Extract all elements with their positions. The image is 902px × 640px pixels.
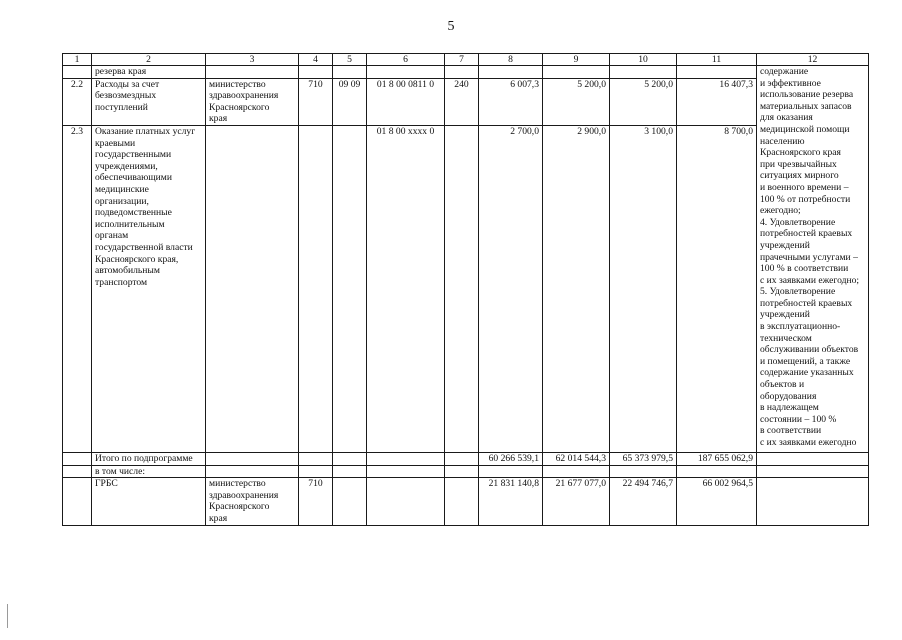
row-value-total: 16 407,3 xyxy=(677,78,757,125)
col-header-10: 10 xyxy=(610,54,677,66)
row-code-grbs: 710 xyxy=(299,78,333,125)
col-header-7: 7 xyxy=(445,54,479,66)
row-name: ГРБС xyxy=(92,478,206,525)
table-row xyxy=(63,465,869,478)
row-number: 2.2 xyxy=(63,78,92,125)
col-header-4: 4 xyxy=(299,54,333,66)
row-value-year1: 60 266 539,1 xyxy=(479,452,543,465)
row-value-year1: 2 700,0 xyxy=(479,125,543,452)
row-code-csr xyxy=(367,452,445,465)
row-grbs xyxy=(206,125,299,452)
row-result xyxy=(757,465,869,478)
row-code-rzpr xyxy=(333,125,367,452)
row-value-total xyxy=(677,66,757,79)
row-code-csr xyxy=(367,478,445,525)
row-value-year1: 6 007,3 xyxy=(479,78,543,125)
row-result xyxy=(757,452,869,465)
row-code-vr xyxy=(445,478,479,525)
row-value-year2: 62 014 544,3 xyxy=(543,452,610,465)
row-name: Оказание платных услуг краевыми государственными учреждениями, обеспечивающими медицинские организации, подведомственные исполнительным органам государственной власти Красноярского края, автомобильным транспортом xyxy=(92,125,206,452)
row-code-grbs xyxy=(299,125,333,452)
row-code-vr: 240 xyxy=(445,78,479,125)
row-value-year2 xyxy=(543,66,610,79)
row-value-year1 xyxy=(479,66,543,79)
col-header-5: 5 xyxy=(333,54,367,66)
row-number xyxy=(63,452,92,465)
col-header-6: 6 xyxy=(367,54,445,66)
row-code-rzpr xyxy=(333,465,367,478)
row-code-rzpr xyxy=(333,478,367,525)
table-row xyxy=(63,125,869,452)
row-code-csr: 01 8 00 xxxx 0 xyxy=(367,125,445,452)
row-code-vr xyxy=(445,465,479,478)
col-header-2: 2 xyxy=(92,54,206,66)
row-code-rzpr xyxy=(333,66,367,79)
row-grbs: министерство здравоохранения Красноярского края xyxy=(206,78,299,125)
table-row xyxy=(63,478,869,525)
row-grbs xyxy=(206,66,299,79)
table-row xyxy=(63,78,869,125)
row-value-year1: 21 831 140,8 xyxy=(479,478,543,525)
row-code-rzpr: 09 09 xyxy=(333,78,367,125)
row-value-year2: 21 677 077,0 xyxy=(543,478,610,525)
row-value-year3: 22 494 746,7 xyxy=(610,478,677,525)
row-value-total xyxy=(677,465,757,478)
scan-margin-line xyxy=(7,604,8,628)
row-code-grbs: 710 xyxy=(299,478,333,525)
row-value-year3: 5 200,0 xyxy=(610,78,677,125)
row-code-csr xyxy=(367,465,445,478)
row-code-csr xyxy=(367,66,445,79)
row-code-rzpr xyxy=(333,452,367,465)
subtotal-row xyxy=(63,452,869,465)
table-row xyxy=(63,66,869,79)
row-code-vr xyxy=(445,125,479,452)
row-value-year3 xyxy=(610,66,677,79)
row-number xyxy=(63,478,92,525)
row-code-grbs xyxy=(299,66,333,79)
col-header-1: 1 xyxy=(63,54,92,66)
col-header-3: 3 xyxy=(206,54,299,66)
col-header-8: 8 xyxy=(479,54,543,66)
row-name: Итого по подпрограмме xyxy=(92,452,206,465)
row-grbs xyxy=(206,465,299,478)
row-value-year2: 2 900,0 xyxy=(543,125,610,452)
col-header-12: 12 xyxy=(757,54,869,66)
row-code-vr xyxy=(445,452,479,465)
row-value-total: 187 655 062,9 xyxy=(677,452,757,465)
row-value-year2 xyxy=(543,465,610,478)
row-number xyxy=(63,66,92,79)
budget-table xyxy=(62,53,869,526)
row-grbs xyxy=(206,452,299,465)
page-number: 5 xyxy=(447,19,455,34)
row-result xyxy=(757,478,869,525)
row-value-year2: 5 200,0 xyxy=(543,78,610,125)
row-code-grbs xyxy=(299,465,333,478)
row-number: 2.3 xyxy=(63,125,92,452)
row-value-year3: 65 373 979,5 xyxy=(610,452,677,465)
row-name: резерва края xyxy=(92,66,206,79)
col-header-11: 11 xyxy=(677,54,757,66)
row-code-grbs xyxy=(299,452,333,465)
row-code-vr xyxy=(445,66,479,79)
row-number xyxy=(63,465,92,478)
row-value-total: 8 700,0 xyxy=(677,125,757,452)
col-header-9: 9 xyxy=(543,54,610,66)
row-name: Расходы за счет безвозмездных поступлений xyxy=(92,78,206,125)
row-name: в том числе: xyxy=(92,465,206,478)
row-grbs: министерство здравоохранения Красноярского края xyxy=(206,478,299,525)
column-number-row xyxy=(63,54,869,66)
row-value-year1 xyxy=(479,465,543,478)
row-value-year3 xyxy=(610,465,677,478)
row-value-total: 66 002 964,5 xyxy=(677,478,757,525)
row-code-csr: 01 8 00 0811 0 xyxy=(367,78,445,125)
row-value-year3: 3 100,0 xyxy=(610,125,677,452)
expected-result-text: содержание и эффективное использование резерва материальных запасов для оказания медицинской помощи населению Красноярского края при чрезвычайных ситуациях мирного и военного времени – 100 % от потребности ежегодно; 4. Удовлетворение потребностей краевых учреждений прачечными услугами – 100 % в соответствии с их заявками ежегодно; 5. Удовлетворение потребностей краевых учреждений в эксплуатационно- техническом обслуживании объектов и помещений, а также содержание указанных объектов и оборудования в надлежащем состоянии – 100 % в соответствии с их заявками ежегодно xyxy=(757,66,869,453)
